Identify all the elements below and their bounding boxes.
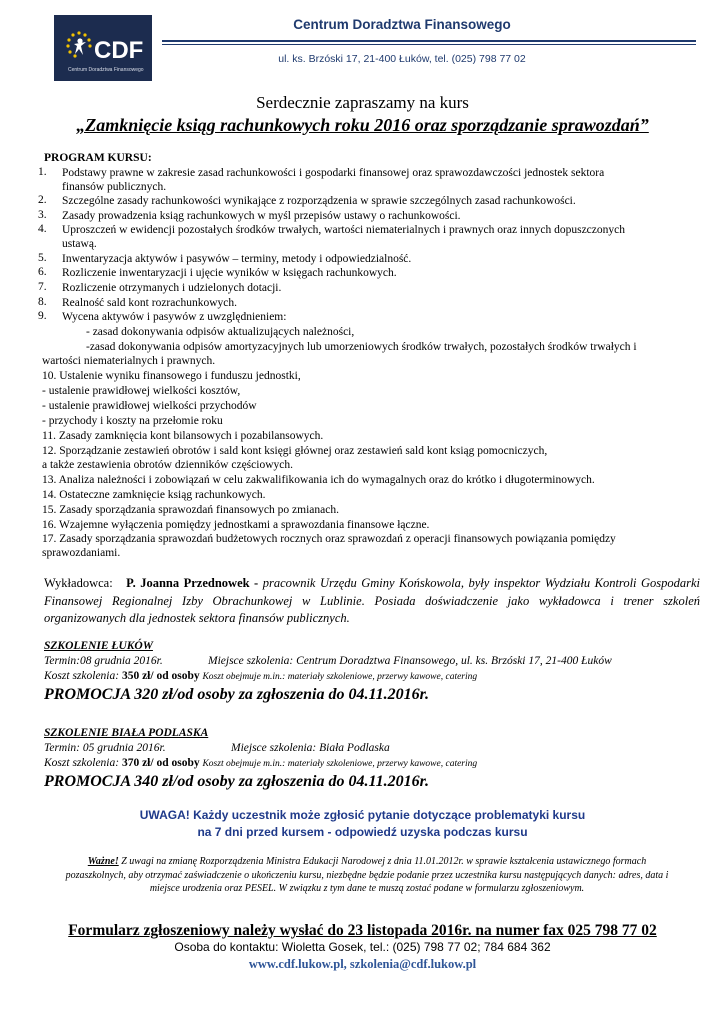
cdf-logo [54, 15, 152, 81]
program-item: 16. Wzajemne wyłączenia pomiędzy jednostkami a sprawozdania finansowe łączne. [42, 519, 430, 531]
course-title: „Zamknięcie ksiąg rachunkowych roku 2016 oraz sporządzanie sprawozdań” [76, 115, 649, 135]
session-title: SZKOLENIE ŁUKÓW [44, 640, 153, 652]
header-divider-thin [162, 44, 696, 45]
org-name: Centrum Doradztwa Finansowego [293, 17, 511, 32]
logo-subtitle: Centrum Doradztwa Finansowego [68, 67, 144, 73]
program-item: ustawą. [62, 238, 97, 250]
form-instructions: Formularz zgłoszeniowy należy wysłać do 23 listopada 2016r. na numer fax 025 798 77 02 [68, 922, 657, 939]
session-place: Miejsce szkolenia: Biała Podlaska [231, 742, 390, 754]
important-label: Ważne! [87, 856, 119, 867]
notice-line-1: UWAGA! Każdy uczestnik może zgłosić pytanie dotyczące problematyki kursu [139, 808, 586, 822]
program-item: Zasady prowadzenia ksiąg rachunkowych w myśl przepisów ustawy o rachunkowości. [62, 210, 461, 222]
program-item: 14. Ostateczne zamknięcie ksiąg rachunkowych. [42, 489, 266, 501]
cost-label: Koszt szkolenia: [44, 757, 120, 769]
program-number: 8. [38, 296, 47, 308]
promo-text: PROMOCJA 320 zł/od osoby za zgłoszenia do 04.11.2016r. [44, 686, 429, 703]
program-item: Szczególne zasady rachunkowości wynikające z rozporządzenia w sprawie szczególnych zasad rachunkowości. [62, 195, 576, 207]
session-title: SZKOLENIE BIAŁA PODLASKA [44, 727, 209, 739]
program-number: 2. [38, 194, 47, 206]
program-number: 5. [38, 252, 47, 264]
program-item: finansów publicznych. [62, 181, 167, 193]
program-subitem: - ustalenie prawidłowej wielkości przychodów [42, 400, 257, 412]
program-number: 3. [38, 209, 47, 221]
session-term: Termin:08 grudnia 2016r. [44, 655, 163, 667]
important-note [62, 855, 672, 896]
promo-text: PROMOCJA 340 zł/od osoby za zgłoszenia do 04.11.2016r. [44, 773, 429, 790]
program-item: 17. Zasady sporządzania sprawozdań budżetowych rocznych oraz sprawozdań z operacji finansowych powiązania pomiędzy [42, 533, 616, 545]
cost-note: Koszt obejmuje m.in.: materiały szkoleniowe, przerwy kawowe, catering [202, 759, 478, 769]
invite-text: Serdecznie zapraszamy na kurs [256, 93, 469, 112]
session-term: Termin: 05 grudnia 2016r. [44, 742, 166, 754]
program-item: Uproszczeń w ewidencji pozostałych środków trwałych, wartości niematerialnych i prawnych oraz innych dopuszczonych [62, 224, 625, 236]
cost-label: Koszt szkolenia: [44, 670, 120, 682]
contact-person: Osoba do kontaktu: Wioletta Gosek, tel.: (025) 798 77 02; 784 684 362 [174, 940, 551, 954]
header-divider [162, 40, 696, 42]
program-item: sprawozdaniami. [42, 547, 121, 559]
program-item: 10. Ustalenie wyniku finansowego i funduszu jednostki, [42, 370, 301, 382]
org-address: ul. ks. Brzóski 17, 21-400 Łuków, tel. (025) 798 77 02 [278, 53, 526, 65]
program-subitem: - ustalenie prawidłowej wielkości kosztów, [42, 385, 241, 397]
lecturer-label: Wykładowca: [44, 576, 113, 590]
program-item: Wycena aktywów i pasywów z uwzględnieniem: [62, 311, 287, 323]
program-number: 4. [38, 223, 47, 235]
lecturer-paragraph [44, 575, 700, 628]
program-item: 15. Zasady sporządzania sprawozdań finansowych po zmianach. [42, 504, 339, 516]
program-item: Podstawy prawne w zakresie zasad rachunkowości i gospodarki finansowej oraz sprawozdawczości jednostek sektora [62, 167, 605, 179]
program-number: 6. [38, 266, 47, 278]
lecturer-description: pracownik Urzędu Gminy Końskowola, były inspektor Wydziału Kontroli Gospodarki Finansowej Regionalnej Izby Obrachunkowej w Lublinie. Posiada doświadczenie jako wykładowca i trener szkoleń organizowanych dla jednostek sektora finansów publicznych. [44, 576, 701, 625]
program-number: 9. [38, 310, 47, 322]
program-item: a także zestawienia obrotów dzienników częściowych. [42, 459, 293, 471]
program-item: Rozliczenie inwentaryzacji i ujęcie wyników w księgach rachunkowych. [62, 267, 397, 279]
program-item: 13. Analiza należności i zobowiązań w celu zakwalifikowania ich do wymagalnych oraz do krótko i długoterminowych. [42, 474, 595, 486]
session-place: Miejsce szkolenia: Centrum Doradztwa Finansowego, ul. ks. Brzóski 17, 21-400 Łuków [208, 655, 612, 667]
program-item: Rozliczenie otrzymanych i udzielonych dotacji. [62, 282, 282, 294]
program-number: 1. [38, 166, 47, 178]
program-subitem: - zasad dokonywania odpisów aktualizujących należności, [86, 326, 355, 338]
notice-line-2: na 7 dni przed kursem - odpowiedź uzyska podczas kursu [197, 825, 528, 839]
cost-value: 370 zł/ od osoby [121, 757, 200, 769]
logo-text: CDF [94, 37, 144, 64]
session-cost [44, 670, 477, 682]
program-item: 11. Zasady zamknięcia kont bilansowych i pozabilansowych. [42, 430, 324, 442]
important-text: Z uwagi na zmianę Rozporządzenia Ministra Edukacji Narodowej z dnia 11.01.2012r. w sprawie kształcenia ustawicznego formach pozaszkolnych, aby otrzymać zaświadczenie o ukończeniu kursu, niezbędne będzie podanie przez uczestnika kursu następujących danych: adres, data i miejsce urodzenia oraz PESEL. W związku z tym dane te muszą zostać podane w formularzu zgłoszeniowym. [65, 856, 669, 894]
program-subitem: -zasad dokonywania odpisów amortyzacyjnych lub umorzeniowych środków trwałych, pozostałych środków trwałych i [86, 341, 637, 353]
website-email-link[interactable]: www.cdf.lukow.pl, szkolenia@cdf.lukow.pl [248, 957, 477, 971]
program-number: 7. [38, 281, 47, 293]
session-cost [44, 757, 477, 769]
cost-value: 350 zł/ od osoby [121, 670, 200, 682]
program-item: 12. Sporządzanie zestawień obrotów i sald kont księgi głównej oraz zestawień sald kont ksiąg pomocniczych, [42, 445, 548, 457]
program-heading: PROGRAM KURSU: [44, 152, 152, 164]
program-item: Realność sald kont rozrachunkowych. [62, 297, 238, 309]
stars-circle-icon [64, 30, 94, 60]
program-item: Inwentaryzacja aktywów i pasywów – terminy, metody i odpowiedzialność. [62, 253, 412, 265]
program-subitem: - przychody i koszty na przełomie roku [42, 415, 223, 427]
cost-note: Koszt obejmuje m.in.: materiały szkoleniowe, przerwy kawowe, catering [202, 672, 478, 682]
program-subitem: wartości niematerialnych i prawnych. [42, 355, 216, 367]
lecturer-name: P. Joanna Przednowek - [126, 576, 259, 590]
